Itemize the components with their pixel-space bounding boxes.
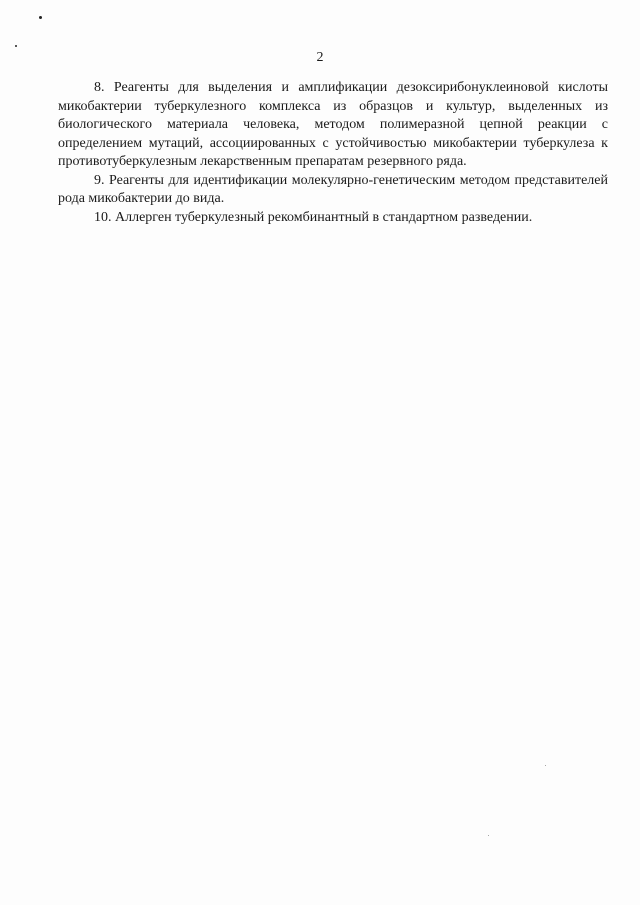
scan-speck — [15, 45, 17, 47]
scan-speck — [488, 835, 489, 836]
list-item-10: 10. Аллерген туберкулезный рекомбинантный в стандартном разведении. — [94, 209, 533, 225]
list-item-8: 8. Реагенты для выделения и амплификации дезоксирибонуклеиновой кислоты микобактерии туберкулезного комплекса из образцов и культур, выделенных из биологического материала человека, методом полимеразной цепной реакции с определением мутаций, ассоциированных с устойчивостью микобактерии туберкулеза к противотуберкулезным лекарственным препаратам резервного ряда. — [58, 80, 608, 169]
scan-speck — [545, 765, 546, 766]
list-item-9: 9. Реагенты для идентификации молекулярно-генетическим методом представителей рода микобактерии до вида. — [58, 172, 608, 206]
document-body — [58, 79, 608, 227]
page-number: 2 — [316, 50, 324, 65]
scan-speck — [39, 16, 42, 19]
